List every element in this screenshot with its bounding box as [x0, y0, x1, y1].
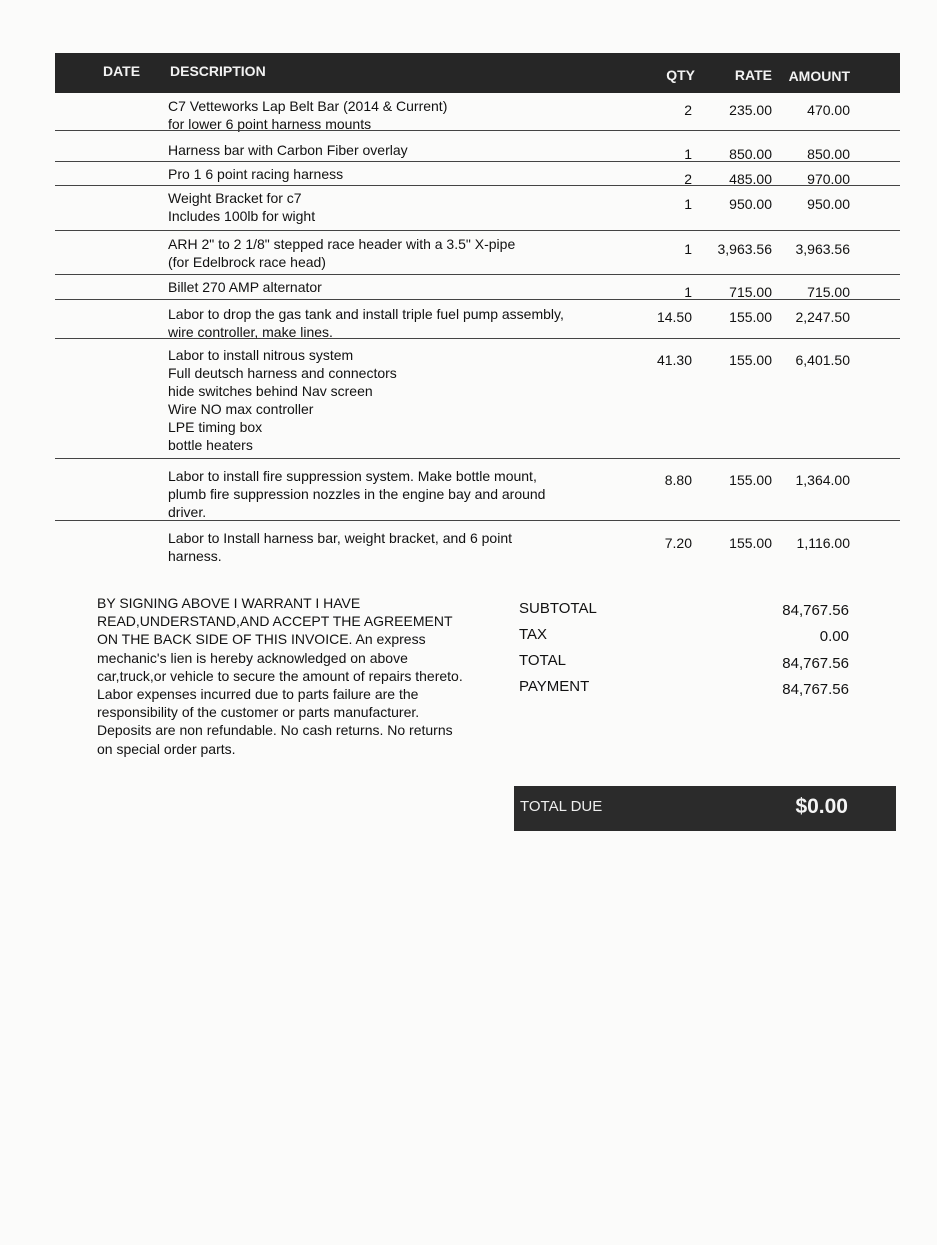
row-divider — [55, 458, 900, 459]
item-rate: 3,963.56 — [717, 241, 772, 257]
row-divider — [55, 338, 900, 339]
rate-column-header: RATE — [734, 67, 772, 83]
item-amount: 470.00 — [807, 102, 850, 118]
item-rate: 715.00 — [729, 284, 772, 300]
item-rate: 155.00 — [729, 309, 772, 325]
row-divider — [55, 230, 900, 231]
item-description — [168, 278, 638, 296]
row-divider — [55, 161, 900, 162]
warranty-line: on special order parts. — [97, 740, 236, 757]
total-label: TOTAL — [519, 652, 566, 669]
item-amount: 970.00 — [807, 171, 850, 187]
item-description — [168, 97, 638, 133]
description-line: Full deutsch harness and connectors — [168, 365, 397, 381]
warranty-line: mechanic's lien is hereby acknowledged on above — [97, 649, 408, 666]
total-value: 84,767.56 — [782, 655, 849, 672]
item-description — [168, 346, 638, 454]
item-rate: 485.00 — [729, 171, 772, 187]
item-qty: 14.50 — [656, 309, 692, 325]
description-line: Billet 270 AMP alternator — [168, 279, 322, 295]
item-amount: 1,364.00 — [795, 472, 850, 488]
description-line: Includes 100lb for wight — [168, 208, 316, 224]
total-due-value: $0.00 — [795, 795, 848, 818]
item-description — [168, 189, 638, 225]
description-line: harness. — [168, 548, 222, 564]
item-rate: 155.00 — [729, 352, 772, 368]
description-column-header: DESCRIPTION — [170, 63, 266, 79]
description-line: C7 Vetteworks Lap Belt Bar (2014 & Current) — [168, 98, 448, 114]
description-line: wire controller, make lines. — [168, 324, 333, 340]
row-divider — [55, 520, 900, 521]
item-rate: 155.00 — [729, 472, 772, 488]
description-line: for lower 6 point harness mounts — [168, 116, 372, 132]
row-divider — [55, 185, 900, 186]
subtotal-label: SUBTOTAL — [519, 600, 597, 617]
item-qty: 8.80 — [664, 472, 692, 488]
item-description — [168, 467, 638, 521]
description-line: Labor to install nitrous system — [168, 347, 354, 363]
payment-value: 84,767.56 — [782, 681, 849, 698]
description-line: LPE timing box — [168, 419, 263, 435]
table-header — [55, 53, 900, 93]
item-description — [168, 529, 638, 565]
description-line: plumb fire suppression nozzles in the engine bay and around — [168, 486, 546, 502]
description-line: bottle heaters — [168, 437, 253, 453]
warranty-statement — [97, 594, 517, 758]
item-description — [168, 141, 638, 159]
description-line: Harness bar with Carbon Fiber overlay — [168, 142, 408, 158]
total-due-label: TOTAL DUE — [520, 798, 603, 815]
description-line: Labor to drop the gas tank and install triple fuel pump assembly, — [168, 306, 564, 322]
item-amount: 1,116.00 — [796, 535, 850, 551]
item-rate: 850.00 — [729, 146, 772, 162]
warranty-line: responsibility of the customer or parts manufacturer. — [97, 704, 420, 721]
description-line: (for Edelbrock race head) — [168, 254, 326, 270]
subtotal-value: 84,767.56 — [782, 602, 849, 619]
item-qty: 7.20 — [664, 535, 692, 551]
description-line: driver. — [168, 504, 207, 520]
item-qty: 2 — [684, 102, 692, 118]
payment-label: PAYMENT — [519, 678, 590, 695]
row-divider — [55, 274, 900, 275]
warranty-line: ON THE BACK SIDE OF THIS INVOICE. An express — [97, 631, 426, 648]
item-amount: 715.00 — [807, 284, 850, 300]
warranty-line: car,truck,or vehicle to secure the amount of repairs thereto. — [97, 667, 463, 684]
description-line: Labor to Install harness bar, weight bracket, and 6 point — [168, 530, 512, 546]
tax-label: TAX — [519, 626, 548, 643]
item-description — [168, 235, 638, 271]
date-column-header: DATE — [103, 63, 141, 79]
item-description — [168, 165, 638, 183]
item-qty: 41.30 — [656, 352, 692, 368]
item-qty: 1 — [684, 146, 692, 162]
total-due-bar — [514, 786, 896, 831]
item-description — [168, 305, 638, 341]
item-amount: 6,401.50 — [795, 352, 850, 368]
item-amount: 2,247.50 — [795, 309, 850, 325]
description-line: ARH 2" to 2 1/8" stepped race header with a 3.5" X-pipe — [168, 236, 516, 252]
item-rate: 950.00 — [729, 196, 772, 212]
item-qty: 1 — [684, 284, 692, 300]
row-divider — [55, 299, 900, 300]
row-divider — [55, 130, 900, 131]
item-qty: 2 — [684, 171, 692, 187]
item-rate: 155.00 — [729, 535, 772, 551]
item-amount: 850.00 — [807, 146, 850, 162]
item-qty: 1 — [684, 196, 692, 212]
description-line: Weight Bracket for c7 — [168, 190, 302, 206]
item-amount: 950.00 — [807, 196, 850, 212]
amount-column-header: AMOUNT — [788, 68, 850, 84]
description-line: hide switches behind Nav screen — [168, 383, 373, 399]
item-rate: 235.00 — [729, 102, 772, 118]
description-line: Wire NO max controller — [168, 401, 314, 417]
description-line: Labor to install fire suppression system. Make bottle mount, — [168, 468, 537, 484]
description-line: Pro 1 6 point racing harness — [168, 166, 344, 182]
warranty-line: BY SIGNING ABOVE I WARRANT I HAVE — [97, 595, 361, 611]
item-amount: 3,963.56 — [795, 241, 850, 257]
warranty-line: READ,UNDERSTAND,AND ACCEPT THE AGREEMENT — [97, 613, 453, 630]
tax-value: 0.00 — [819, 628, 849, 645]
warranty-line: Labor expenses incurred due to parts failure are the — [97, 686, 419, 703]
warranty-line: Deposits are non refundable. No cash returns. No returns — [97, 722, 453, 739]
item-qty: 1 — [684, 241, 692, 257]
qty-column-header: QTY — [666, 67, 695, 83]
